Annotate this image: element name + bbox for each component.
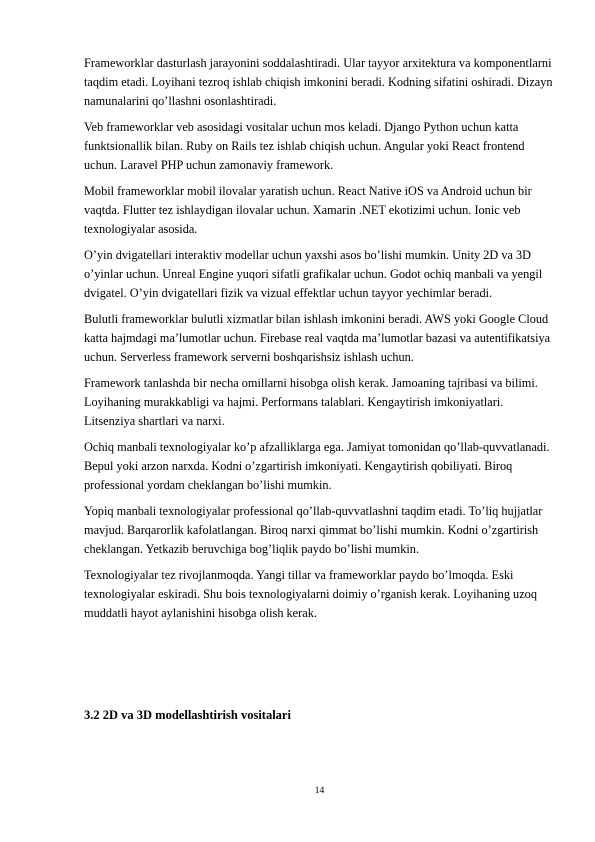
paragraph: Framework tanlashda bir necha omillarni hisobga olish kerak. Jamoaning tajribasi va bilimi. Loyihaning murakkabligi va hajmi. Performans talablari. Kengaytirish imkoniyatlari. Litsenziya shartlari va narxi. [84,376,538,428]
paragraph: Mobil frameworklar mobil ilovalar yaratish uchun. React Native iOS va Android uchun bir vaqtda. Flutter tez ishlaydigan ilovalar uchun. Xamarin .NET ekotizimi uchun. Ionic veb texnologiyalar asosida. [84,184,532,236]
section-heading: 3.2 2D va 3D modellashtirish vositalari [84,708,291,722]
body-text [84,54,554,630]
paragraph: O’yin dvigatellari interaktiv modellar uchun yaxshi asos bo’lishi mumkin. Unity 2D va 3D o’yinlar uchun. Unreal Engine yuqori sifatli grafikalar uchun. Godot ochiq manbali va yengil dvigatel. O’yin dvigatellari fizik va vizual effektlar uchun tayyor yechimlar beradi. [84,248,543,300]
paragraph: Yopiq manbali texnologiyalar professional qo’llab-quvvatlashni taqdim etadi. To’liq hujjatlar mavjud. Barqarorlik kafolatlangan. Biroq narxi qimmat bo’lishi mumkin. Kodni o’zgartirish cheklangan. Yetkazib beruvchiga bog’liqlik paydo bo’lishi mumkin. [84,504,543,556]
paragraph: Texnologiyalar tez rivojlanmoqda. Yangi tillar va frameworklar paydo bo’lmoqda. Eski texnologiyalar eskiradi. Shu bois texnologiyalarni doimiy o’rganish kerak. Loyihaning uzoq muddatli hayot aylanishini hisobga olish kerak. [84,568,537,620]
paragraph: Ochiq manbali texnologiyalar ko’p afzalliklarga ega. Jamiyat tomonidan qo’llab-quvvatlanadi. Bepul yoki arzon narxda. Kodni o’zgartirish imkoniyati. Kengaytirish qobiliyati. Biroq professional yordam cheklangan bo’lishi mumkin. [84,440,550,492]
paragraph: Bulutli frameworklar bulutli xizmatlar bilan ishlash imkonini beradi. AWS yoki Google Cloud katta hajmdagi ma’lumotlar uchun. Firebase real vaqtda ma’lumotlar bazasi va autentifikatsiya uchun. Serverless framework serverni boshqarishsiz ishlash uchun. [84,312,551,364]
paragraph: Veb frameworklar veb asosidagi vositalar uchun mos keladi. Django Python uchun katta funktsionallik bilan. Ruby on Rails tez ishlab chiqish uchun. Angular yoki React frontend uchun. Laravel PHP uchun zamonaviy framework. [84,120,525,172]
page-number: 14 [314,786,325,796]
paragraph: Frameworklar dasturlash jarayonini soddalashtiradi. Ular tayyor arxitektura va komponentlarni taqdim etadi. Loyihani tezroq ishlab chiqish imkonini beradi. Kodning sifatini oshiradi. Dizayn namunalarini qo’llashni osonlashtiradi. [84,56,553,108]
